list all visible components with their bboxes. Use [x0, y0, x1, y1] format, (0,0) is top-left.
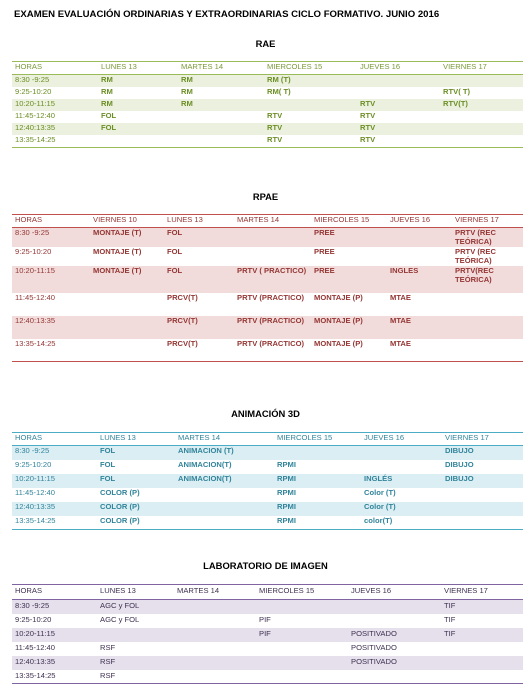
table-row — [12, 293, 523, 316]
subject-cell: RTV — [360, 111, 376, 121]
schedule-table-animacion — [12, 432, 523, 530]
subject-cell: RTV — [360, 123, 376, 133]
column-header: VIERNES 17 — [455, 215, 499, 224]
subject-cell — [440, 111, 523, 123]
schedule-table-rae — [12, 61, 523, 148]
subject-cell: FOL — [167, 228, 183, 237]
subject-cell: COLOR (P) — [100, 501, 140, 511]
table-row — [12, 670, 523, 684]
subject-cell — [256, 600, 348, 614]
time-cell: 10:20-11:15 — [15, 473, 55, 483]
subject-cell: RM — [101, 98, 113, 108]
schedule-table-laboratorio — [12, 584, 523, 684]
subject-cell — [97, 628, 174, 642]
column-header: LUNES 13 — [167, 215, 203, 224]
subject-cell: Color (T) — [364, 487, 396, 497]
table-row — [12, 446, 523, 460]
time-cell: 9:25-10:20 — [15, 86, 52, 96]
subject-cell: DIBUJO — [445, 459, 474, 469]
subject-cell — [174, 600, 256, 614]
subject-cell — [178, 111, 264, 123]
column-header: LUNES 13 — [101, 62, 137, 71]
time-cell: 13:35-14:25 — [15, 670, 56, 680]
column-header: LUNES 13 — [100, 586, 136, 595]
time-cell: 13:35-14:25 — [15, 338, 56, 348]
subject-cell: FOL — [101, 123, 117, 133]
column-header: HORAS — [15, 62, 43, 71]
subject-cell — [387, 228, 452, 247]
subject-cell: RTV — [267, 111, 283, 121]
section-title-rae: RAE — [255, 38, 276, 49]
table-row — [12, 123, 523, 135]
table-row — [12, 87, 523, 99]
column-header: MIERCOLES 15 — [267, 62, 323, 71]
schedule-table-rpae — [12, 214, 523, 362]
column-header: VIERNES 17 — [444, 586, 488, 595]
subject-cell: RTV — [267, 135, 283, 145]
time-cell: 9:25-10:20 — [15, 246, 52, 256]
table-header-row — [12, 215, 523, 228]
subject-cell: PRCV(T) — [167, 315, 198, 325]
column-header: JUEVES 16 — [360, 62, 401, 71]
subject-cell — [441, 642, 523, 656]
table-row — [12, 247, 523, 266]
table-row — [12, 600, 523, 614]
subject-cell — [440, 75, 523, 87]
time-cell: 8:30 -9:25 — [15, 75, 50, 84]
time-cell: 10:20-11:15 — [15, 265, 55, 275]
column-header: VIERNES 10 — [93, 215, 137, 224]
table-row — [12, 316, 523, 339]
subject-cell: RSF — [100, 656, 116, 666]
table-row — [12, 628, 523, 642]
column-header: HORAS — [15, 433, 43, 442]
subject-cell: RSF — [100, 670, 116, 680]
subject-cell: TIF — [444, 628, 456, 638]
subject-cell: PIF — [259, 614, 271, 624]
subject-cell: FOL — [167, 246, 183, 256]
column-header: VIERNES 17 — [445, 433, 489, 442]
subject-cell: PRTV (PRACTICO) — [237, 315, 305, 325]
subject-cell: POSITIVADO — [351, 656, 397, 666]
subject-cell: RPMI — [277, 473, 296, 483]
subject-cell: MTAE — [390, 315, 411, 325]
subject-cell — [175, 488, 274, 502]
table-row — [12, 266, 523, 293]
subject-cell — [174, 628, 256, 642]
column-header: MIERCOLES 15 — [277, 433, 333, 442]
subject-cell: ANIMACION (T) — [178, 446, 234, 455]
subject-cell — [440, 135, 523, 147]
column-header: JUEVES 16 — [390, 215, 431, 224]
subject-cell — [175, 516, 274, 530]
subject-cell — [361, 460, 442, 474]
column-header: HORAS — [15, 586, 43, 595]
subject-cell: TIF — [444, 614, 456, 624]
subject-cell — [178, 123, 264, 135]
column-header: MIERCOLES 15 — [314, 215, 370, 224]
subject-cell — [175, 502, 274, 516]
subject-cell: MONTAJE (P) — [314, 315, 363, 325]
subject-cell — [348, 614, 441, 628]
table-row — [12, 502, 523, 516]
subject-cell: ANIMACION(T) — [178, 473, 232, 483]
table-row — [12, 516, 523, 530]
subject-cell: DIBUJO — [445, 446, 474, 455]
subject-cell: MONTAJE (P) — [314, 292, 363, 302]
subject-cell — [174, 670, 256, 684]
subject-cell — [174, 656, 256, 670]
table-row — [12, 656, 523, 670]
subject-cell — [452, 293, 523, 316]
time-cell: 13:35-14:25 — [15, 515, 56, 525]
subject-cell: RTV(T) — [443, 98, 468, 108]
subject-cell — [256, 670, 348, 684]
subject-cell: RTV — [267, 123, 283, 133]
subject-cell — [256, 642, 348, 656]
subject-cell — [348, 600, 441, 614]
subject-cell: RM — [101, 86, 113, 96]
column-header: VIERNES 17 — [443, 62, 487, 71]
time-cell: 10:20-11:15 — [15, 628, 55, 638]
subject-cell: FOL — [100, 446, 116, 455]
subject-cell: DIBUJO — [445, 473, 474, 483]
subject-cell — [234, 228, 311, 247]
subject-cell: PRCV(T) — [167, 338, 198, 348]
subject-cell — [452, 339, 523, 362]
subject-cell: PRTV (REC TEÓRICA) — [455, 228, 496, 247]
subject-cell: RTV — [360, 135, 376, 145]
subject-cell: RM( T) — [267, 86, 291, 96]
table-row — [12, 111, 523, 123]
table-row — [12, 228, 523, 247]
subject-cell — [264, 99, 357, 111]
subject-cell: MONTAJE (T) — [93, 265, 142, 275]
subject-cell — [178, 135, 264, 147]
subject-cell: MONTAJE (P) — [314, 338, 363, 348]
table-row — [12, 614, 523, 628]
subject-cell: INGLES — [390, 265, 419, 275]
subject-cell: RM (T) — [267, 75, 291, 84]
subject-cell: PRTV ( PRACTICO) — [237, 265, 307, 275]
table-row — [12, 460, 523, 474]
column-header: MARTES 14 — [178, 433, 221, 442]
subject-cell: PRTV (PRACTICO) — [237, 292, 305, 302]
time-cell: 8:30 -9:25 — [15, 446, 50, 455]
table-row — [12, 339, 523, 362]
subject-cell — [442, 488, 523, 502]
table-row — [12, 135, 523, 147]
subject-cell: RTV( T) — [443, 86, 470, 96]
subject-cell: AGC y FOL — [100, 614, 140, 624]
table-row — [12, 642, 523, 656]
time-cell: 11:45-12:40 — [15, 642, 55, 652]
subject-cell: POSITIVADO — [351, 642, 397, 652]
column-header: MARTES 14 — [237, 215, 280, 224]
subject-cell — [174, 642, 256, 656]
subject-cell: color(T) — [364, 515, 393, 525]
subject-cell: POSITIVADO — [351, 628, 397, 638]
section-title-laboratorio: LABORATORIO DE IMAGEN — [203, 560, 328, 571]
time-cell: 9:25-10:20 — [15, 459, 52, 469]
time-cell: 8:30 -9:25 — [15, 601, 50, 610]
column-header: JUEVES 16 — [364, 433, 405, 442]
subject-cell: RPMI — [277, 487, 296, 497]
subject-cell — [90, 293, 164, 316]
subject-cell: PRTV (REC TEÓRICA) — [455, 246, 496, 266]
table-row — [12, 474, 523, 488]
subject-cell — [357, 75, 440, 87]
subject-cell: MONTAJE (T) — [93, 228, 142, 237]
subject-cell: RSF — [100, 642, 116, 652]
column-header: JUEVES 16 — [351, 586, 392, 595]
column-header: MARTES 14 — [181, 62, 224, 71]
column-header: HORAS — [15, 215, 43, 224]
subject-cell — [357, 87, 440, 99]
subject-cell — [90, 339, 164, 362]
document-title: EXAMEN EVALUACIÓN ORDINARIAS Y EXTRAORDINARIAS CICLO FORMATIVO. JUNIO 2016 — [14, 9, 440, 20]
subject-cell — [234, 247, 311, 266]
subject-cell: ANIMACION(T) — [178, 459, 232, 469]
subject-cell — [442, 502, 523, 516]
subject-cell — [274, 446, 361, 460]
subject-cell: Color (T) — [364, 501, 396, 511]
time-cell: 12:40:13:35 — [15, 656, 56, 666]
subject-cell — [90, 316, 164, 339]
time-cell: 8:30 -9:25 — [15, 228, 50, 237]
time-cell: 12:40:13:35 — [15, 501, 56, 511]
subject-cell: PRTV(REC TEÓRICA) — [455, 265, 494, 285]
subject-cell — [348, 670, 441, 684]
subject-cell: MONTAJE (T) — [93, 246, 142, 256]
subject-cell — [256, 656, 348, 670]
time-cell: 11:45-12:40 — [15, 487, 55, 497]
subject-cell: AGC y FOL — [100, 601, 140, 610]
subject-cell: TIF — [444, 601, 456, 610]
subject-cell — [361, 446, 442, 460]
table-row — [12, 488, 523, 502]
table-row — [12, 75, 523, 87]
subject-cell: RPMI — [277, 459, 296, 469]
subject-cell: PIF — [259, 628, 271, 638]
subject-cell — [441, 656, 523, 670]
time-cell: 11:45-12:40 — [15, 111, 55, 121]
table-header-row — [12, 433, 523, 446]
subject-cell: FOL — [100, 473, 116, 483]
subject-cell: RM — [181, 75, 193, 84]
subject-cell: RM — [181, 86, 193, 96]
subject-cell — [174, 614, 256, 628]
subject-cell: PREE — [314, 265, 335, 275]
subject-cell — [440, 123, 523, 135]
subject-cell — [387, 247, 452, 266]
subject-cell: COLOR (P) — [100, 487, 140, 497]
subject-cell: RM — [101, 75, 113, 84]
subject-cell — [452, 316, 523, 339]
column-header: MARTES 14 — [177, 586, 220, 595]
subject-cell: PREE — [314, 246, 335, 256]
table-header-row — [12, 585, 523, 600]
subject-cell — [441, 670, 523, 684]
time-cell: 12:40:13:35 — [15, 315, 56, 325]
subject-cell: RPMI — [277, 515, 296, 525]
subject-cell: RTV — [360, 98, 376, 108]
section-title-rpae: RPAE — [252, 191, 279, 202]
subject-cell: PRTV (PRACTICO) — [237, 338, 305, 348]
subject-cell: PREE — [314, 228, 335, 237]
time-cell: 10:20-11:15 — [15, 98, 55, 108]
subject-cell: FOL — [167, 265, 183, 275]
table-row — [12, 99, 523, 111]
section-title-animacion: ANIMACIÓN 3D — [231, 408, 300, 419]
time-cell: 13:35-14:25 — [15, 135, 56, 145]
time-cell: 12:40:13:35 — [15, 123, 56, 133]
subject-cell: COLOR (P) — [100, 515, 140, 525]
subject-cell — [98, 135, 178, 147]
subject-cell: MTAE — [390, 338, 411, 348]
subject-cell: RPMI — [277, 501, 296, 511]
subject-cell: INGLÉS — [364, 473, 393, 483]
subject-cell: MTAE — [390, 292, 411, 302]
time-cell: 9:25-10:20 — [15, 614, 52, 624]
subject-cell — [442, 516, 523, 530]
subject-cell: PRCV(T) — [167, 292, 198, 302]
column-header: MIERCOLES 15 — [259, 586, 315, 595]
table-header-row — [12, 62, 523, 75]
subject-cell: FOL — [100, 459, 116, 469]
subject-cell: FOL — [101, 111, 117, 121]
time-cell: 11:45-12:40 — [15, 292, 55, 302]
subject-cell: RM — [181, 98, 193, 108]
column-header: LUNES 13 — [100, 433, 136, 442]
